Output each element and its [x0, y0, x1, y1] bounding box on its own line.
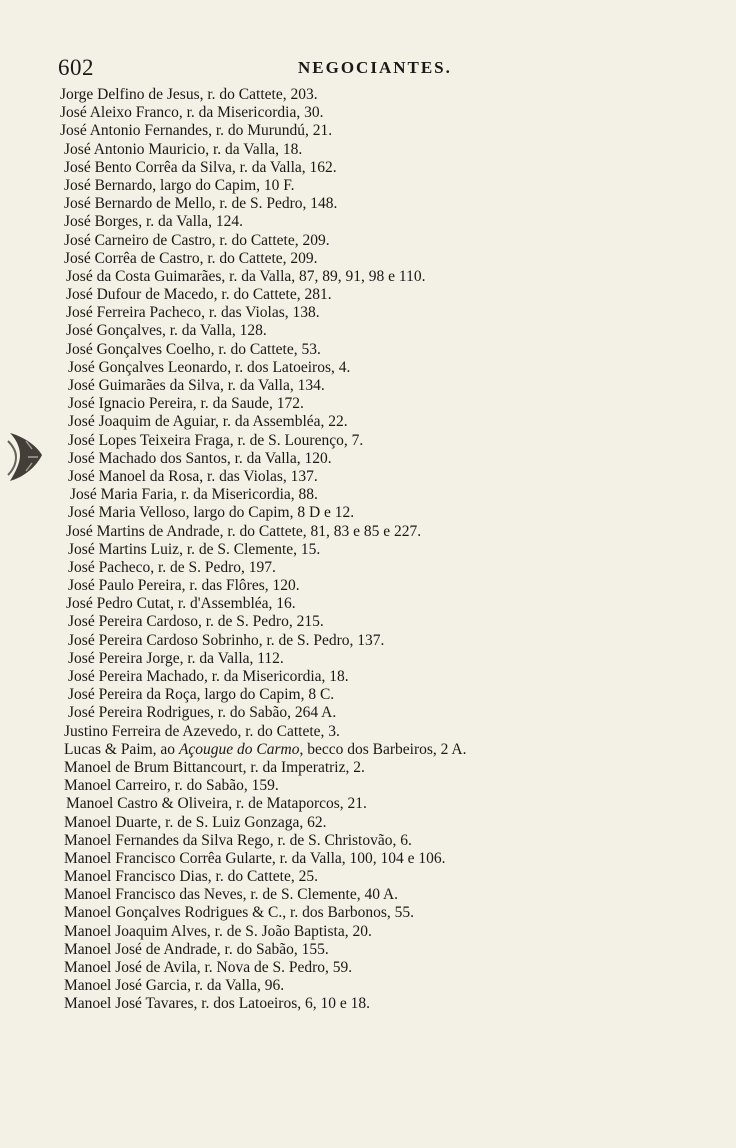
directory-entry	[0, 322, 736, 340]
entry-text: José Pacheco, r. de S. Pedro, 197.	[68, 558, 276, 576]
directory-entry	[0, 668, 736, 686]
entry-text: Manoel Castro & Oliveira, r. de Mataporcos, 21.	[66, 795, 367, 813]
directory-entry	[0, 104, 736, 122]
directory-entry	[0, 977, 736, 995]
directory-entry	[0, 941, 736, 959]
entry-text: José Maria Velloso, largo do Capim, 8 D e 12.	[68, 504, 355, 522]
directory-entry	[0, 959, 736, 977]
directory-entry	[0, 759, 736, 777]
entry-text: Manoel Francisco Dias, r. do Cattete, 25.	[64, 868, 318, 886]
entry-text: José Dufour de Macedo, r. do Cattete, 281.	[66, 286, 332, 304]
entry-text: José Bento Corrêa da Silva, r. da Valla, 162.	[64, 158, 337, 176]
directory-entry	[0, 268, 736, 286]
directory-entry	[0, 250, 736, 268]
entry-text: José Martins Luiz, r. de S. Clemente, 15.	[68, 540, 321, 558]
entry-text: Manoel Carreiro, r. do Sabão, 159.	[64, 777, 279, 795]
entry-text: Lucas & Paim, ao	[64, 740, 179, 758]
directory-entry	[0, 868, 736, 886]
directory-entry	[0, 923, 736, 941]
directory-entry	[0, 704, 736, 722]
entry-text: , becco dos Barbeiros, 2 A.	[299, 740, 467, 758]
entry-text: José Joaquim de Aguiar, r. da Assembléa, 22.	[68, 413, 348, 431]
directory-entry	[0, 850, 736, 868]
entry-text: José Pereira Jorge, r. da Valla, 112.	[68, 649, 284, 667]
directory-entry	[0, 832, 736, 850]
entry-text: José Pereira da Roça, largo do Capim, 8 C.	[68, 686, 335, 704]
directory-entry	[0, 777, 736, 795]
directory-entry	[0, 723, 736, 741]
directory-entry	[0, 86, 736, 104]
directory-entry	[0, 177, 736, 195]
directory-entry	[0, 304, 736, 322]
directory-entry	[0, 395, 736, 413]
directory-entry	[0, 413, 736, 431]
directory-entry	[0, 432, 736, 450]
entry-text: José Aleixo Franco, r. da Misericordia, 30.	[60, 104, 324, 122]
entry-text: José Martins de Andrade, r. do Cattete, 81, 83 e 85 e 227.	[66, 522, 422, 540]
entry-text: Manoel Francisco das Neves, r. de S. Clemente, 40 A.	[64, 886, 399, 904]
running-head: NEGOCIANTES.	[298, 58, 452, 77]
entry-text: Jorge Delfino de Jesus, r. do Cattete, 203.	[60, 86, 318, 103]
directory-entry	[0, 650, 736, 668]
entry-text: José Paulo Pereira, r. das Flôres, 120.	[68, 577, 300, 595]
entry-text: Manoel Gonçalves Rodrigues & C., r. dos Barbonos, 55.	[64, 904, 415, 922]
directory-entry	[0, 377, 736, 395]
entry-text: José Antonio Fernandes, r. do Murundú, 21.	[60, 122, 333, 140]
directory-entry	[0, 886, 736, 904]
entry-text: José Guimarães da Silva, r. da Valla, 134.	[68, 377, 325, 394]
directory-entry	[0, 613, 736, 631]
entry-text: José Pereira Cardoso, r. de S. Pedro, 215.	[68, 613, 324, 631]
entry-text: Manoel de Brum Bittancourt, r. da Imperatriz, 2.	[64, 758, 365, 776]
entry-text: Manoel José de Andrade, r. do Sabão, 155.	[64, 940, 329, 958]
entry-text: José Ferreira Pacheco, r. das Violas, 138.	[66, 304, 320, 322]
directory-entry	[0, 595, 736, 613]
entry-text: José Pereira Cardoso Sobrinho, r. de S. Pedro, 137.	[68, 631, 385, 649]
entry-text: Manoel Joaquim Alves, r. de S. João Baptista, 20.	[64, 922, 372, 940]
entry-text: Manoel José Tavares, r. dos Latoeiros, 6, 10 e 18.	[64, 995, 370, 1013]
entry-text: Manoel Duarte, r. de S. Luiz Gonzaga, 62.	[64, 813, 327, 831]
entry-text: José Bernardo de Mello, r. de S. Pedro, 148.	[64, 195, 338, 213]
entry-text: José Ignacio Pereira, r. da Saude, 172.	[68, 395, 304, 413]
entry-text: José Pereira Rodrigues, r. do Sabão, 264 A.	[68, 704, 337, 722]
entry-text: José Maria Faria, r. da Misericordia, 88.	[70, 486, 318, 504]
page-number: 602	[58, 55, 94, 80]
directory-entry	[0, 523, 736, 541]
directory-entry	[0, 486, 736, 504]
entry-text: José Bernardo, largo do Capim, 10 F.	[64, 176, 295, 194]
entry-text: José Gonçalves Coelho, r. do Cattete, 53.	[66, 340, 321, 358]
entry-text: José Antonio Mauricio, r. da Valla, 18.	[64, 140, 303, 158]
directory-entry	[0, 159, 736, 177]
entry-text: Manoel Francisco Corrêa Gularte, r. da Valla, 100, 104 e 106.	[64, 849, 446, 867]
directory-entry	[0, 450, 736, 468]
entry-text: José Pereira Machado, r. da Misericordia, 18.	[68, 668, 349, 685]
directory-entry	[0, 814, 736, 832]
entry-text: Manoel Fernandes da Silva Rego, r. de S. Christovão, 6.	[64, 831, 412, 849]
entry-text: José Lopes Teixeira Fraga, r. de S. Lourenço, 7.	[68, 431, 364, 449]
directory-entry	[0, 341, 736, 359]
entry-text: Manoel José Garcia, r. da Valla, 96.	[64, 977, 285, 995]
directory-entry	[0, 541, 736, 559]
directory-entry	[0, 795, 736, 813]
merchant-list	[0, 86, 736, 1014]
directory-entry	[0, 995, 736, 1013]
directory-entry	[0, 468, 736, 486]
entry-text: José Manoel da Rosa, r. das Violas, 137.	[68, 467, 318, 485]
directory-entry	[0, 741, 736, 759]
directory-entry	[0, 359, 736, 377]
entry-text: Justino Ferreira de Azevedo, r. do Cattete, 3.	[64, 722, 340, 740]
entry-text: José Gonçalves, r. da Valla, 128.	[66, 322, 267, 340]
entry-text: Manoel José de Avila, r. Nova de S. Pedro, 59.	[64, 959, 353, 976]
entry-text: José Gonçalves Leonardo, r. dos Latoeiros, 4.	[68, 358, 351, 376]
entry-text: José Machado dos Santos, r. da Valla, 120.	[68, 449, 332, 467]
directory-entry	[0, 504, 736, 522]
directory-entry	[0, 195, 736, 213]
directory-entry	[0, 141, 736, 159]
entry-text: José Carneiro de Castro, r. do Cattete, 209.	[64, 231, 330, 249]
directory-entry	[0, 286, 736, 304]
entry-text: José da Costa Guimarães, r. da Valla, 87, 89, 91, 98 e 110.	[66, 267, 426, 285]
entry-text: José Pedro Cutat, r. d'Assembléa, 16.	[66, 595, 296, 613]
entry-text: José Corrêa de Castro, r. do Cattete, 209.	[64, 249, 318, 267]
entry-italic-text: Açougue do Carmo	[178, 740, 300, 758]
directory-entry	[0, 122, 736, 140]
directory-entry	[0, 232, 736, 250]
directory-entry	[0, 632, 736, 650]
directory-entry	[0, 904, 736, 922]
directory-entry	[0, 577, 736, 595]
directory-entry	[0, 686, 736, 704]
entry-text: José Borges, r. da Valla, 124.	[64, 213, 243, 231]
directory-entry	[0, 213, 736, 231]
directory-entry	[0, 559, 736, 577]
